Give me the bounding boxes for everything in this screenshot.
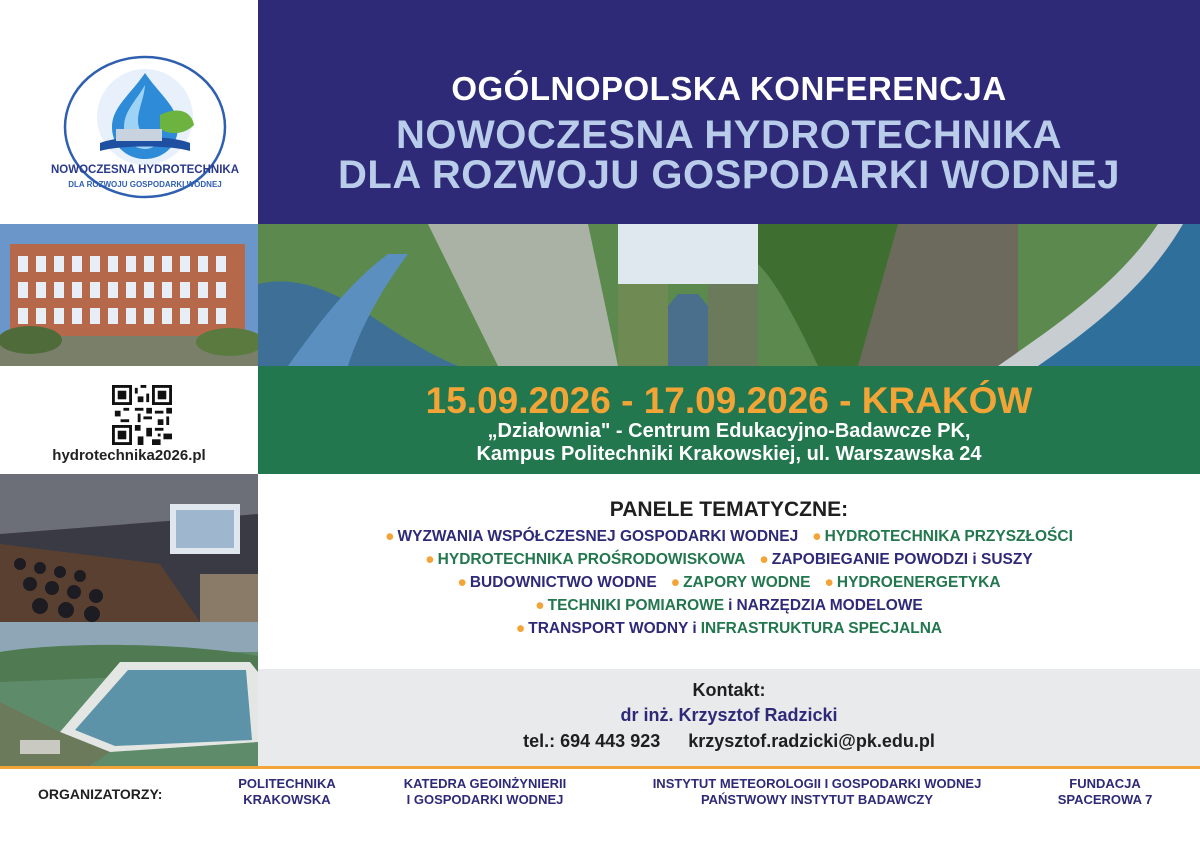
panel-row-1	[258, 528, 1200, 546]
organizers-label: ORGANIZATORZY:	[38, 786, 163, 802]
contact-details	[258, 731, 1200, 752]
university-building-photo	[0, 224, 258, 366]
panel-item: HYDROTECHNIKA PROŚRODOWISKOWA	[437, 551, 746, 568]
panel-item: HYDROTECHNIKA PRZYSZŁOŚCI	[824, 528, 1073, 545]
panel-item: TECHNIKI POMIAROWE	[547, 597, 725, 614]
bullet-icon: ●	[824, 574, 834, 591]
bullet-icon: ●	[385, 528, 395, 545]
organizer-imgw: INSTYTUT METEOROLOGII I GOSPODARKI WODNEJ PAŃSTWOWY INSTYTUT BADAWCZY	[652, 776, 982, 807]
conference-type: OGÓLNOPOLSKA KONFERENCJA	[451, 70, 1007, 107]
bullet-icon: ●	[535, 597, 545, 614]
panel-item: INFRASTRUKTURA SPECJALNA	[700, 620, 943, 637]
panel-conjunction: i	[692, 620, 697, 637]
event-dates: 15.09.2026 - 17.09.2026 - KRAKÓW	[425, 380, 1033, 421]
panel-row-4	[258, 597, 1200, 615]
footer-divider	[0, 766, 1200, 769]
panels-heading: PANELE TEMATYCZNE:	[609, 498, 849, 521]
reservoir-photo	[0, 622, 258, 766]
panel-item: ZAPOBIEGANIE POWODZI i SUSZY	[771, 551, 1033, 568]
conference-title-line2: DLA ROZWOJU GOSPODARKI WODNEJ	[338, 153, 1120, 197]
bullet-icon: ●	[457, 574, 467, 591]
contact-name: dr inż. Krzysztof Radzicki	[620, 705, 838, 725]
panel-item: NARZĘDZIA MODELOWE	[736, 597, 923, 614]
bullet-icon: ●	[759, 551, 769, 568]
bullet-icon: ●	[515, 620, 526, 637]
panel-row-3	[258, 574, 1200, 592]
panel-item: ZAPORY WODNE	[683, 574, 811, 591]
panel-conjunction: i	[728, 597, 733, 614]
qr-code[interactable]	[112, 385, 172, 445]
panel-item: WYZWANIA WSPÓŁCZESNEJ GOSPODARKI WODNEJ	[397, 528, 799, 545]
logo-subtitle: DLA ROZWOJU GOSPODARKI WODNEJ	[68, 180, 222, 189]
conference-title-line1: NOWOCZESNA HYDROTECHNIKA	[395, 113, 1063, 157]
bullet-icon: ●	[670, 574, 681, 591]
organizer-katedra: KATEDRA GEOINŻYNIERII I GOSPODARKI WODNEJ	[403, 776, 567, 807]
contact-phone[interactable]: tel.: 694 443 923	[523, 731, 661, 751]
organizer-fundacja: FUNDACJA SPACEROWA 7	[1057, 776, 1153, 807]
logo-name: NOWOCZESNA HYDROTECHNIKA	[50, 164, 240, 176]
bullet-icon: ●	[812, 528, 822, 545]
venue-line2: Kampus Politechniki Krakowskiej, ul. Warszawska 24	[476, 443, 982, 465]
panel-item: HYDROENERGETYKA	[836, 574, 1001, 591]
contact-label: Kontakt:	[692, 680, 766, 700]
bullet-icon: ●	[425, 551, 435, 568]
lecture-hall-photo	[0, 474, 258, 622]
waterways-panorama-photo	[258, 224, 1200, 366]
venue-line1: „Działownia" - Centrum Edukacyjno-Badawcze PK,	[487, 420, 971, 442]
panel-item: TRANSPORT WODNY	[528, 620, 689, 637]
panel-row-2	[258, 551, 1200, 569]
contact-email[interactable]: krzysztof.radzicki@pk.edu.pl	[688, 731, 935, 751]
panel-item: BUDOWNICTWO WODNE	[469, 574, 657, 591]
organizer-politechnika: POLITECHNIKA KRAKOWSKA	[238, 776, 336, 807]
panel-row-5	[258, 620, 1200, 638]
website-url[interactable]: hydrotechnika2026.pl	[52, 447, 206, 464]
